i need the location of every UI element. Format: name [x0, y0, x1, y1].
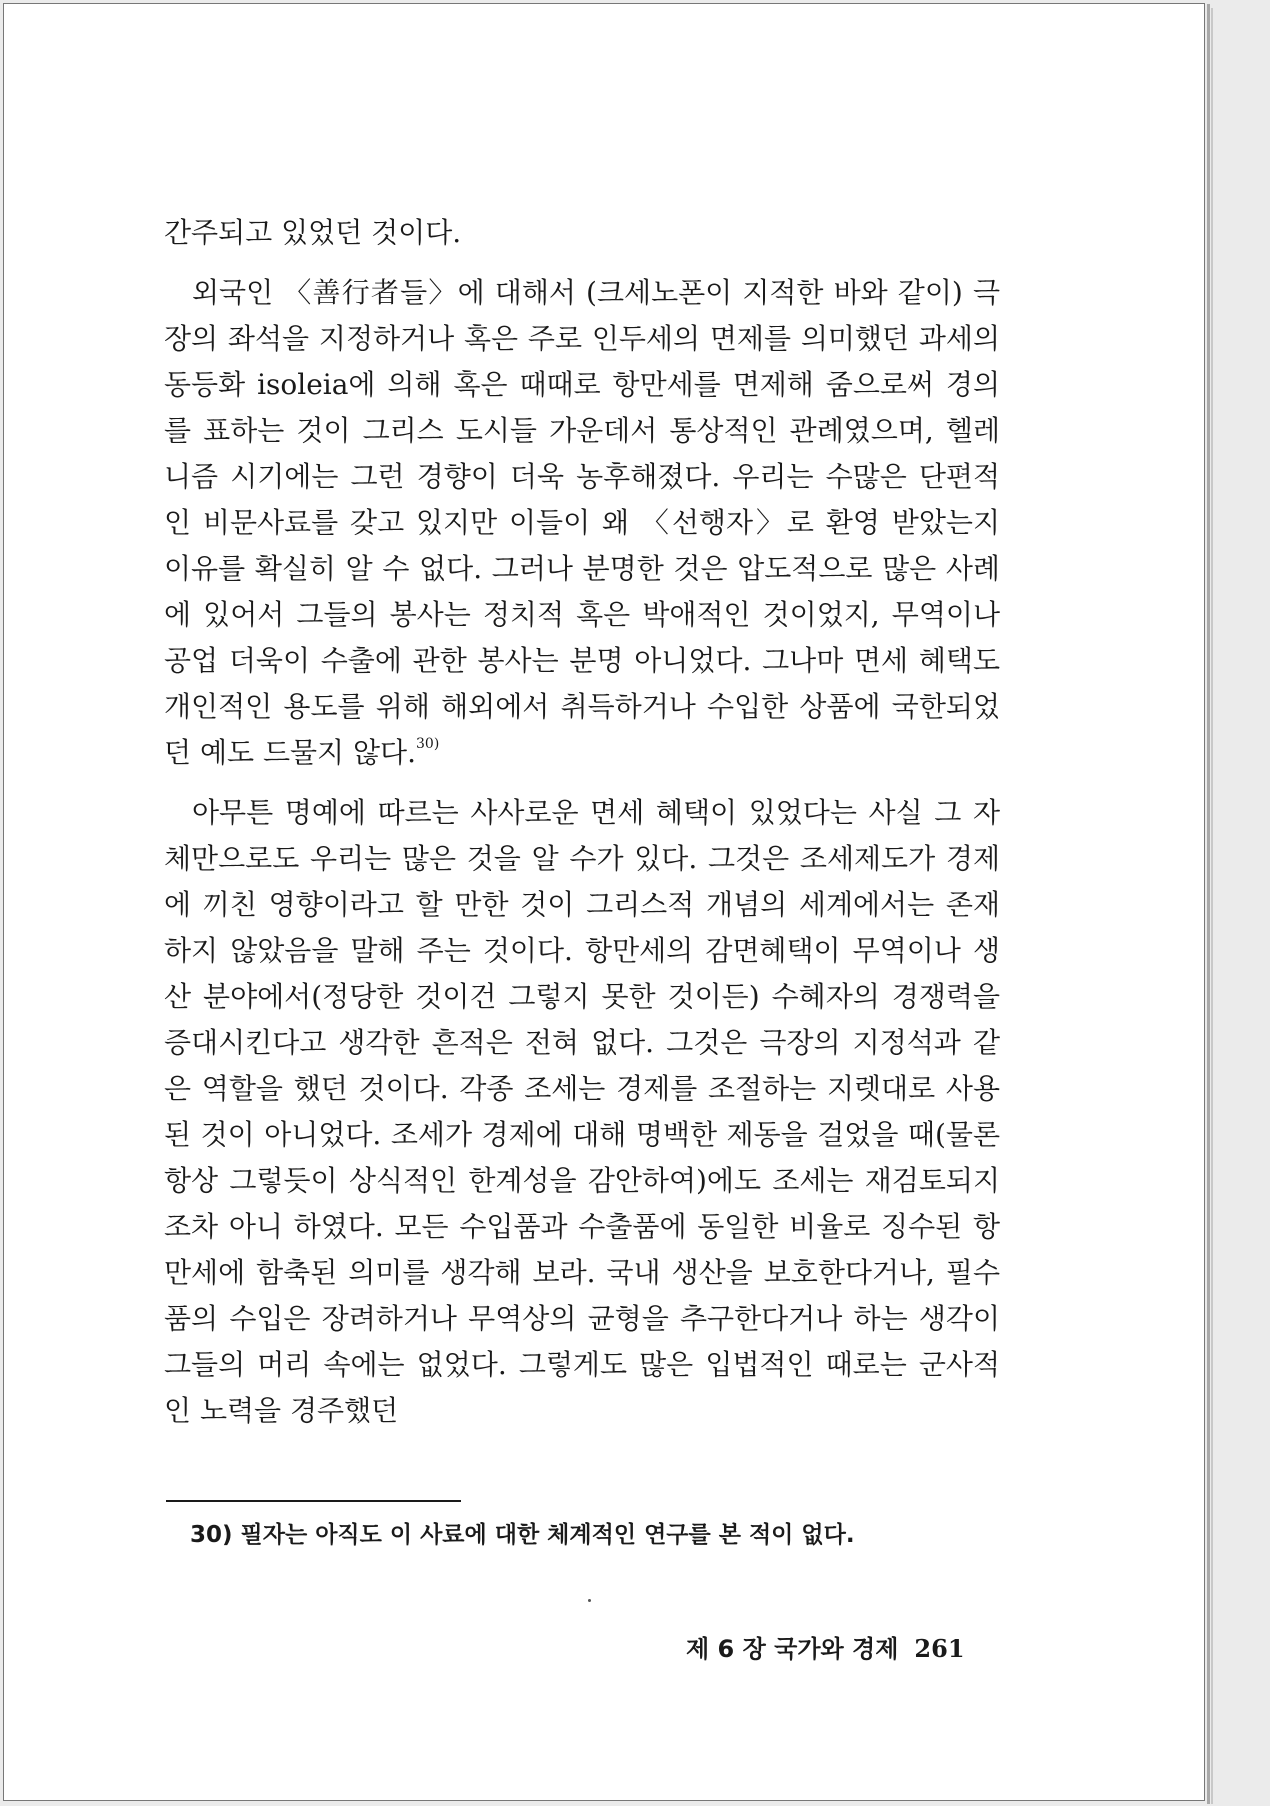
footnote-text: 필자는 아직도 이 사료에 대한 체계적인 연구를 본 적이 없다. [240, 1522, 855, 1548]
footnote-divider [166, 1500, 461, 1502]
paragraph [164, 790, 1000, 1434]
paragraph-continued [164, 210, 1000, 256]
chapter-title: 제 6 장 국가와 경제 [686, 1635, 899, 1663]
footnote-reference[interactable]: 30) [416, 736, 440, 752]
body-text [164, 210, 1000, 1434]
paragraph [164, 270, 1000, 776]
paragraph-text: 아무튼 명예에 따르는 사사로운 면세 혜택이 있었다는 사실 그 자체만으로도 우리는 많은 것을 알 수가 있다. 그것은 조세제도가 경제에 끼친 영향이라고 할 만한 것이 그리스적 개념의 세계에서는 존재하지 않았음을 말해 주는 것이다. 항만세의 감면혜택이 무역이나 생산 분야에서(정당한 것이건 그렇지 못한 것이든) 수혜자의 경쟁력을 증대시킨다고 생각한 흔적은 전혀 없다. 그것은 극장의 지정석과 같은 역할을 했던 것이다. 각종 조세는 경제를 조절하는 지렛대로 사용된 것이 아니었다. 조세가 경제에 대해 명백한 제동을 걸었을 때(물론 항상 그렇듯이 상식적인 한계성을 감안하여)에도 조세는 재검토되지조차 아니 하였다. 모든 수입품과 수출품에 동일한 비율로 징수된 항만세에 함축된 의미를 생각해 보라. 국내 생산을 보호한다거나, 필수품의 수입은 장려하거나 무역상의 균형을 추구한다거나 하는 생각이 그들의 머리 속에는 없었다. 그렇게도 많은 입법적인 때로는 군사적인 노력을 경주했던 [164, 796, 1000, 1427]
page-stack-edge [1207, 4, 1210, 1804]
scan-speck [588, 1599, 591, 1602]
footnote-number: 30) [190, 1522, 233, 1548]
paragraph-text: 간주되고 있었던 것이다. [164, 216, 462, 249]
footnote [190, 1518, 1010, 1552]
paragraph-text: 외국인 〈善行者들〉에 대해서 (크세노폰이 지적한 바와 같이) 극장의 좌석을 지정하거나 혹은 주로 인두세의 면제를 의미했던 과세의 동등화 isoleia에 의해 혹은 때때로 항만세를 면제해 줌으로써 경의를 표하는 것이 그리스 도시들 가운데서 통상적인 관례였으며, 헬레니즘 시기에는 그런 경향이 더욱 농후해졌다. 우리는 수많은 단편적인 비문사료를 갖고 있지만 이들이 왜 〈선행자〉로 환영 받았는지 이유를 확실히 알 수 없다. 그러나 분명한 것은 압도적으로 많은 사례에 있어서 그들의 봉사는 정치적 혹은 박애적인 것이었지, 무역이나 공업 더욱이 수출에 관한 봉사는 분명 아니었다. 그나마 면세 혜택도 개인적인 용도를 위해 해외에서 취득하거나 수입한 상품에 국한되었던 예도 드물지 않다. [164, 276, 1000, 769]
page-stack-edge-outer [1211, 8, 1213, 1804]
page-number: 261 [914, 1634, 965, 1663]
running-footer [686, 1632, 965, 1666]
